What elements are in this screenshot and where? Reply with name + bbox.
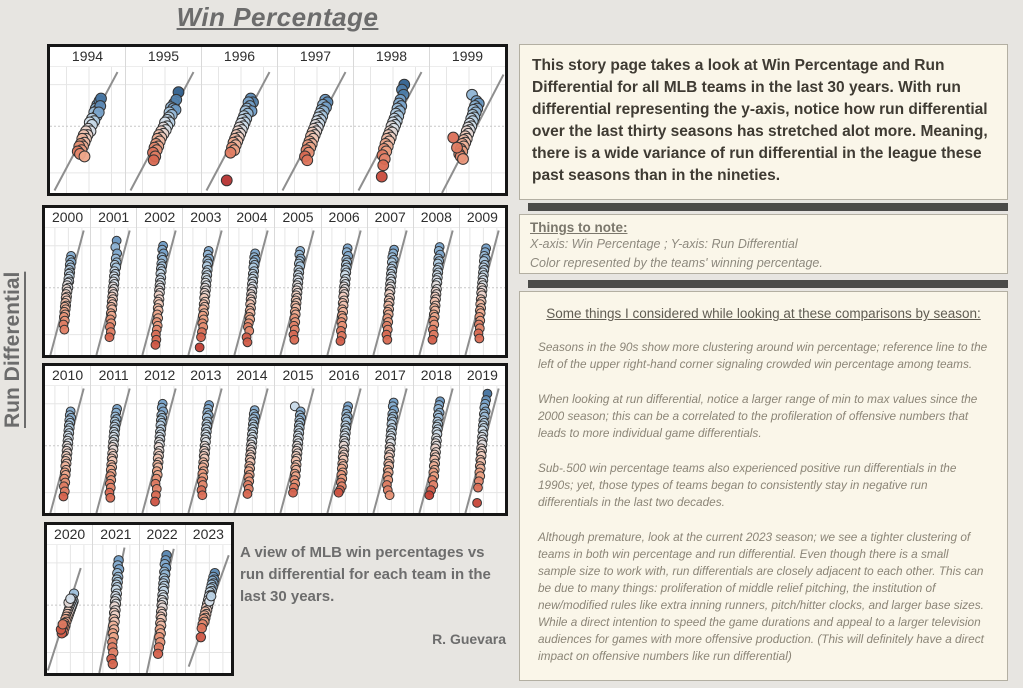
considerations-box (519, 291, 1008, 681)
chart-caption: A view of MLB win percentages vs run differential for each team in the last 30 years. (240, 544, 491, 605)
year-label: 1999 (430, 47, 505, 67)
year-panel-2021[interactable] (93, 525, 139, 673)
year-label: 2012 (137, 366, 182, 386)
year-panel-2007[interactable] (368, 208, 414, 355)
considerations-heading: Some things I considered while looking at these comparisons by season: (546, 306, 981, 321)
year-label: 2016 (322, 366, 367, 386)
scatter-plot-2002[interactable] (137, 228, 182, 355)
year-label: 1994 (50, 47, 125, 67)
scatter-plot-2007[interactable] (368, 228, 413, 355)
year-label: 2019 (460, 366, 505, 386)
scatter-plot-1998[interactable] (354, 67, 429, 193)
year-label: 2010 (45, 366, 90, 386)
scatter-plot-1995[interactable] (126, 67, 201, 193)
scatter-plot-2018[interactable] (414, 386, 459, 513)
year-label: 2014 (229, 366, 274, 386)
year-panel-2016[interactable] (322, 366, 368, 513)
year-panel-1995[interactable] (126, 47, 202, 193)
scatter-plot-2008[interactable] (414, 228, 459, 355)
year-label: 2003 (183, 208, 228, 228)
year-panel-2023[interactable] (186, 525, 231, 673)
year-label: 2022 (140, 525, 185, 545)
year-panel-2022[interactable] (140, 525, 186, 673)
scatter-plot-2016[interactable] (322, 386, 367, 513)
scatter-plot-2006[interactable] (322, 228, 367, 355)
scatter-plot-2012[interactable] (137, 386, 182, 513)
year-label: 2001 (91, 208, 136, 228)
scatter-plot-2021[interactable] (93, 545, 138, 673)
scatter-plot-2023[interactable] (186, 545, 231, 673)
year-label: 1996 (202, 47, 277, 67)
scatter-plot-1994[interactable] (50, 67, 125, 193)
page-title: Win Percentage (176, 2, 379, 32)
scatter-plot-2011[interactable] (91, 386, 136, 513)
y-axis-title: Run Differential (1, 271, 24, 429)
year-panel-2018[interactable] (414, 366, 460, 513)
year-panel-2012[interactable] (137, 366, 183, 513)
author-credit: R. Guevara (432, 631, 506, 647)
story-divider-bar (528, 203, 1008, 211)
year-panel-2005[interactable] (275, 208, 321, 355)
scatter-plot-2015[interactable] (275, 386, 320, 513)
year-label: 2004 (229, 208, 274, 228)
year-panel-2006[interactable] (322, 208, 368, 355)
year-label: 2021 (93, 525, 138, 545)
year-panel-2001[interactable] (91, 208, 137, 355)
year-panel-2019[interactable] (460, 366, 505, 513)
year-label: 2006 (322, 208, 367, 228)
year-panel-2008[interactable] (414, 208, 460, 355)
scatter-plot-2004[interactable] (229, 228, 274, 355)
year-panel-2009[interactable] (460, 208, 505, 355)
axis-note: X-axis: Win Percentage ; Y-axis: Run Differential (530, 237, 798, 251)
year-label: 1995 (126, 47, 201, 67)
year-label: 2023 (186, 525, 231, 545)
chart-row-2020-2023 (44, 522, 234, 676)
year-panel-2002[interactable] (137, 208, 183, 355)
scatter-plot-2020[interactable] (47, 545, 92, 673)
things-to-note-heading: Things to note: (530, 220, 628, 235)
year-panel-1997[interactable] (278, 47, 354, 193)
year-panel-1994[interactable] (50, 47, 126, 193)
scatter-plot-2000[interactable] (45, 228, 90, 355)
year-label: 2013 (183, 366, 228, 386)
year-label: 2008 (414, 208, 459, 228)
scatter-plot-2014[interactable] (229, 386, 274, 513)
year-label: 2009 (460, 208, 505, 228)
year-panel-2003[interactable] (183, 208, 229, 355)
considerations-paragraph-1: Seasons in the 90s show more clustering around win percentage; reference line to the left of the upper right-hand corner signaling crowded win percentage among teams. (538, 340, 988, 371)
considerations-paragraph-3: Sub-.500 win percentage teams also experienced positive run differentials in the 1990s; yet, those types of teams began to consistently stay in negative run differentials in the last two decades. (538, 460, 957, 509)
year-panel-2000[interactable] (45, 208, 91, 355)
scatter-plot-2005[interactable] (275, 228, 320, 355)
scatter-plot-1999[interactable] (430, 67, 505, 193)
scatter-plot-2010[interactable] (45, 386, 90, 513)
year-label: 2011 (91, 366, 136, 386)
year-label: 2002 (137, 208, 182, 228)
year-panel-1998[interactable] (354, 47, 430, 193)
year-panel-2017[interactable] (368, 366, 414, 513)
scatter-plot-2001[interactable] (91, 228, 136, 355)
year-label: 2017 (368, 366, 413, 386)
chart-row-1994-1999 (47, 44, 508, 196)
year-label: 2020 (47, 525, 92, 545)
story-intro-text: This story page takes a look at Win Percentage and Run Differential for all MLB teams in the last 30 years. With run differential representing the y-axis, notice how run differential over the last thirty seasons has stretched alot more. Meaning, there is a wide variance of run differential in the league these past seasons than in the nineties. (532, 57, 988, 184)
year-label: 2018 (414, 366, 459, 386)
scatter-plot-2009[interactable] (460, 228, 505, 355)
story-divider-bar (528, 280, 1008, 288)
color-note: Color represented by the teams' winning percentage. (530, 255, 823, 270)
considerations-paragraph-2: When looking at run differential, notice a larger range of min to max values since the 2000 season; this can be a correlated to the profileration of offensive numbers that leads to more individual game differentials. (538, 391, 978, 440)
considerations-paragraph-4: Although premature, look at the current 2023 season; we see a tighter clustering of teams in both win percentage and run differential. Even though there is a small sample size to work with, run differentials are closely adjacent to each other. This can be due to many things: proliferation of middle relief pitching, the institution of new/modified rules like extra inning runners, pitch/hitter clocks, and larger base sizes. While a direct intention to speed the game durations and appeal to a larger television audiences for games with more offensive production. (This will definitely have a direct impact on offensive numbers like run differential) (538, 529, 984, 663)
scatter-plot-2017[interactable] (368, 386, 413, 513)
year-panel-2014[interactable] (229, 366, 275, 513)
year-panel-2020[interactable] (47, 525, 93, 673)
scatter-plot-2013[interactable] (183, 386, 228, 513)
scatter-plot-1997[interactable] (278, 67, 353, 193)
year-panel-2013[interactable] (183, 366, 229, 513)
year-label: 2000 (45, 208, 90, 228)
year-panel-1999[interactable] (430, 47, 505, 193)
story-intro-box (519, 44, 1008, 200)
year-panel-2010[interactable] (45, 366, 91, 513)
year-panel-2011[interactable] (91, 366, 137, 513)
scatter-plot-2003[interactable] (183, 228, 228, 355)
year-label: 1998 (354, 47, 429, 67)
year-label: 1997 (278, 47, 353, 67)
things-to-note-box (519, 214, 1008, 274)
year-panel-2015[interactable] (275, 366, 321, 513)
scatter-plot-1996[interactable] (202, 67, 277, 193)
year-label: 2007 (368, 208, 413, 228)
chart-row-2000-2009 (42, 205, 508, 358)
scatter-plot-2019[interactable] (460, 386, 505, 513)
year-label: 2015 (275, 366, 320, 386)
year-panel-1996[interactable] (202, 47, 278, 193)
chart-row-2010-2019 (42, 363, 508, 516)
year-label: 2005 (275, 208, 320, 228)
year-panel-2004[interactable] (229, 208, 275, 355)
scatter-plot-2022[interactable] (140, 545, 185, 673)
